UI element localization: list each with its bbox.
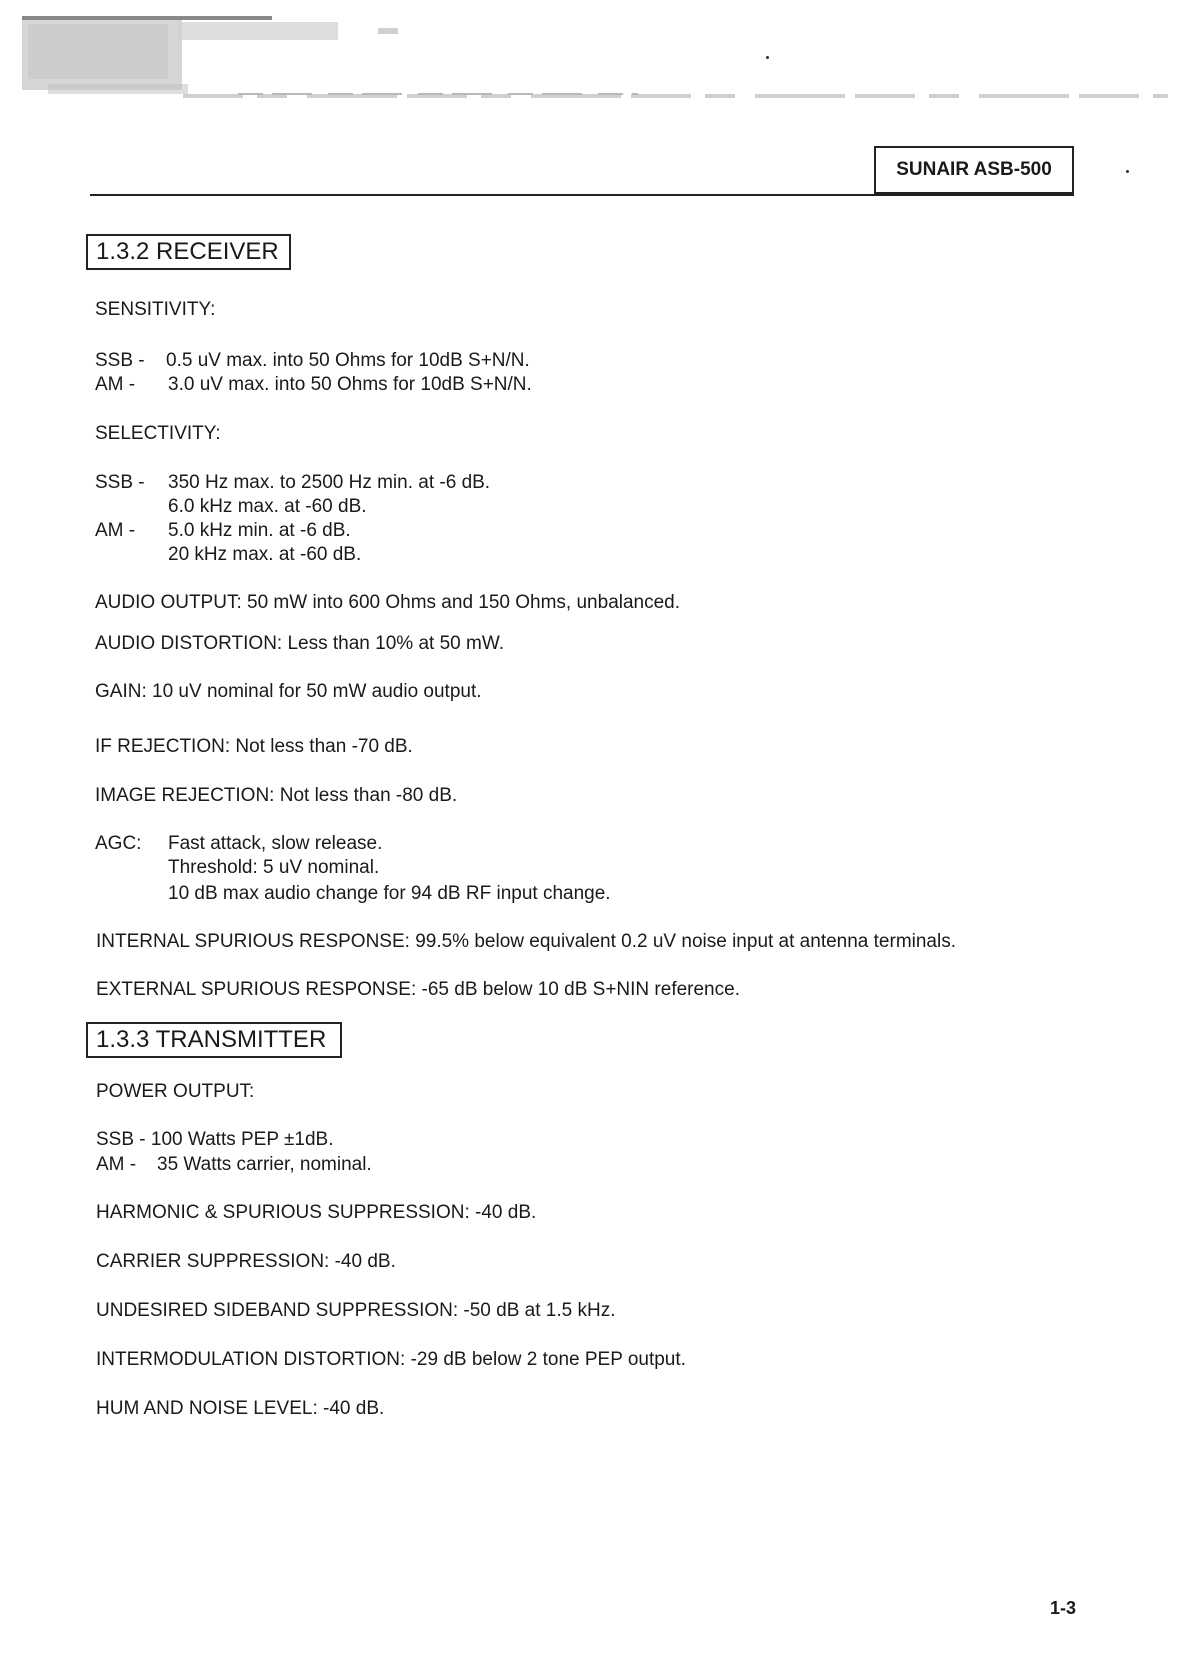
sensitivity-am-label: AM - <box>95 374 136 395</box>
selectivity-ssb-line1: 350 Hz max. to 2500 Hz min. at -6 dB. <box>168 472 491 493</box>
selectivity-am-line1: 5.0 kHz min. at -6 dB. <box>168 520 351 541</box>
selectivity-ssb-line2: 6.0 kHz max. at -60 dB. <box>168 496 367 517</box>
header-rule <box>90 194 1074 196</box>
gain: GAIN: 10 uV nominal for 50 mW audio output. <box>95 681 482 702</box>
agc-line1: Fast attack, slow release. <box>168 833 383 854</box>
receiver-heading: 1.3.2 RECEIVER <box>86 234 291 270</box>
power-am-value: 35 Watts carrier, nominal. <box>157 1154 372 1175</box>
power-ssb: SSB - 100 Watts PEP ±1dB. <box>96 1129 334 1150</box>
audio-output: AUDIO OUTPUT: 50 mW into 600 Ohms and 150 Ohms, unbalanced. <box>95 592 681 613</box>
sensitivity-am-value: 3.0 uV max. into 50 Ohms for 10dB S+N/N. <box>168 374 532 395</box>
transmitter-heading: 1.3.3 TRANSMITTER <box>86 1022 342 1058</box>
scan-speck <box>1126 170 1129 173</box>
if-rejection: IF REJECTION: Not less than -70 dB. <box>95 736 413 757</box>
selectivity-am-label: AM - <box>95 520 136 541</box>
external-spurious: EXTERNAL SPURIOUS RESPONSE: -65 dB below 10 dB S+NIN reference. <box>96 979 740 1000</box>
selectivity-am-line2: 20 kHz max. at -60 dB. <box>168 544 362 565</box>
sensitivity-ssb-label: SSB - <box>95 350 145 371</box>
sensitivity-title: SENSITIVITY: <box>95 299 216 320</box>
audio-distortion: AUDIO DISTORTION: Less than 10% at 50 mW. <box>95 633 504 654</box>
intermodulation-distortion: INTERMODULATION DISTORTION: -29 dB below 2 tone PEP output. <box>96 1349 686 1370</box>
selectivity-ssb-label: SSB - <box>95 472 145 493</box>
brand-label: SUNAIR ASB-500 <box>874 146 1074 194</box>
agc-line3: 10 dB max audio change for 94 dB RF input change. <box>168 883 611 904</box>
hum-noise-level: HUM AND NOISE LEVEL: -40 dB. <box>96 1398 385 1419</box>
sensitivity-ssb-value: 0.5 uV max. into 50 Ohms for 10dB S+N/N. <box>166 350 530 371</box>
harmonic-suppression: HARMONIC & SPURIOUS SUPPRESSION: -40 dB. <box>96 1202 537 1223</box>
power-am-label: AM - <box>96 1154 137 1175</box>
internal-spurious: INTERNAL SPURIOUS RESPONSE: 99.5% below equivalent 0.2 uV noise input at antenna terminals. <box>96 931 957 952</box>
scan-artifact <box>18 14 1168 104</box>
scan-speck <box>766 56 769 59</box>
power-output-title: POWER OUTPUT: <box>96 1081 255 1102</box>
image-rejection: IMAGE REJECTION: Not less than -80 dB. <box>95 785 458 806</box>
carrier-suppression: CARRIER SUPPRESSION: -40 dB. <box>96 1251 396 1272</box>
undesired-sideband: UNDESIRED SIDEBAND SUPPRESSION: -50 dB at 1.5 kHz. <box>96 1300 616 1321</box>
agc-label: AGC: <box>95 833 142 854</box>
page-number: 1-3 <box>1049 1598 1076 1618</box>
agc-line2: Threshold: 5 uV nominal. <box>168 857 380 878</box>
selectivity-title: SELECTIVITY: <box>95 423 221 444</box>
